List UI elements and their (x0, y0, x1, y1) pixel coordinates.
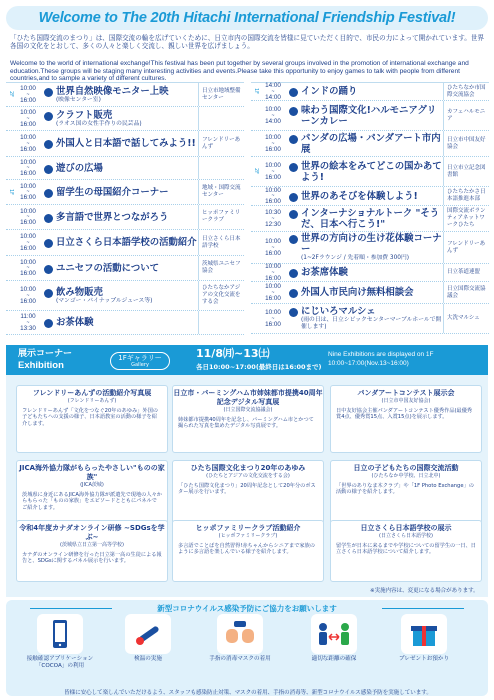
exhibition-card (16, 520, 168, 582)
time-range (261, 283, 285, 302)
schedule-row (6, 205, 244, 230)
event-title-text: にじいろマルシェ (301, 306, 376, 317)
event-title (56, 287, 152, 305)
covid-item-label: プレゼントお預かり (398, 656, 450, 662)
exhibition-card (172, 520, 324, 582)
time-range (16, 259, 40, 278)
event-body (40, 237, 198, 248)
intro-japanese: 「ひたち国際交流のまつり」は、国際交流の輪を広げていくために、日立市内の国際交流を皆様に見ていただく目的で、市民の力によって開かれています。世界各国の文化をとおして、多くの人々と楽しく交流し、親しい世界を広げましょう。 (10, 34, 485, 51)
bullet-icon (44, 289, 53, 298)
floor-label (6, 107, 16, 130)
event-organizer: 地域・国際交流センター (198, 180, 244, 204)
festival-banner (6, 6, 488, 30)
bullet-icon (44, 265, 53, 274)
event-title (301, 233, 443, 262)
floor-label (251, 264, 261, 281)
floor-label (6, 205, 16, 229)
time-dash: ~ (271, 140, 275, 147)
event-organizer: 日立国際交流協議会 (443, 282, 489, 303)
covid-item-label: 接触確認アプリケーション「COCOA」の利用 (26, 656, 94, 669)
event-organizer (198, 157, 244, 179)
event-title-text: 留学生の母国紹介コーナー (56, 186, 169, 198)
time-range (16, 159, 40, 178)
event-title-text: お茶席体験 (301, 267, 348, 278)
card-title: フレンドリーあんずの活動紹介写真展 (32, 389, 152, 397)
floor-label (251, 232, 261, 263)
event-title (56, 317, 94, 328)
bullet-icon (289, 163, 298, 172)
floor-label: 2F (253, 168, 259, 175)
event-title (56, 263, 159, 274)
exhibition-title (18, 349, 72, 371)
time-dash: ~ (26, 265, 30, 271)
bullet-icon (44, 165, 53, 174)
time-range (16, 85, 40, 104)
time-dash: ~ (271, 244, 275, 251)
smartphone-icon (37, 614, 83, 654)
start-time: 10:00 (265, 106, 281, 113)
event-title (301, 287, 414, 298)
covid-item-label: 手指の消毒マスクの着用 (209, 656, 271, 662)
event-title-text: お茶体験 (56, 317, 94, 328)
time-dash: ~ (26, 214, 30, 220)
start-time: 10:00 (20, 207, 36, 215)
event-body (40, 287, 198, 305)
event-title (56, 138, 196, 149)
start-time: 10:00 (20, 158, 36, 166)
bullet-icon (44, 214, 53, 223)
floor-label (6, 281, 16, 310)
event-title (301, 208, 443, 230)
bullet-icon (289, 308, 298, 317)
time-range (261, 134, 285, 153)
card-subtitle: (茨城県立日立第一高等学校) (60, 542, 124, 548)
covid-item-label: 検温の実施 (134, 656, 162, 662)
card-subtitle: (日立市中国友好協会) (381, 398, 431, 404)
time-dash: ~ (271, 112, 275, 119)
event-title-text: 世界自然映像モニター上映 (56, 85, 169, 97)
card-subtitle: (フレンドリーあんず) (67, 398, 117, 404)
exhibition-english (328, 350, 434, 368)
time-range (16, 208, 40, 227)
time-range (16, 233, 40, 252)
event-body (40, 86, 198, 104)
bullet-icon (289, 107, 298, 116)
event-body (40, 212, 198, 223)
floor-label (251, 304, 261, 333)
schedule-row (251, 83, 489, 101)
event-organizer: 日立市立記念図書館 (443, 157, 489, 186)
event-organizer: 日立市地域整備センター (198, 83, 244, 106)
banner-title: Welcome to The 20th Hitachi International Friendship Festival! (38, 10, 456, 26)
exhibition-card (172, 385, 324, 453)
card-description: 茨城県に身近にあるJICA海外協力隊が派遣先で現地の人々からもらった「ものの家族」をエピソードとともにパネルでご紹介します。 (22, 491, 162, 511)
end-time: 16:00 (20, 244, 36, 252)
end-time: 14:00 (265, 117, 281, 125)
start-time: 10:00 (20, 134, 36, 141)
schedule-row (6, 83, 244, 107)
schedule-row (251, 157, 489, 187)
event-title (56, 237, 197, 248)
event-title (56, 187, 169, 198)
gift-icon (401, 614, 447, 654)
schedule-row (6, 157, 244, 180)
bullet-icon (44, 88, 53, 97)
bullet-icon (289, 269, 298, 278)
time-range (261, 238, 285, 257)
covid-footer: 皆様に安心して楽しんでいただけるよう、スタッフも感染防止対策、マスクの着用、手指の消毒等、新型コロナウイルス感染予防を実施しています。 (64, 690, 432, 696)
event-body (285, 287, 443, 298)
event-body (285, 233, 443, 262)
event-title (301, 133, 443, 155)
event-organizer: フレンドリーあんず (198, 131, 244, 156)
event-title-text: 世界のあそびを体験しよう! (301, 190, 418, 202)
end-time: 16:00 (265, 173, 281, 181)
event-title (301, 306, 443, 331)
bullet-icon (289, 210, 298, 219)
event-body (40, 317, 198, 328)
time-range (261, 82, 285, 101)
end-time: 16:00 (265, 320, 281, 328)
schedule-row (6, 281, 244, 311)
exhibition-hours: 各日10:00~17:00(最終日は16:00まで) (196, 363, 322, 371)
event-title-text: 味わう国際文化!ハルモニアグリーンカレー (301, 104, 437, 127)
card-description: 「ひたち国際文化まつり」20周年記念として20年分のポスター展示を行います。 (178, 482, 316, 496)
card-subtitle: (ひたちなか中学校、日立北中) (371, 473, 441, 479)
event-body (285, 306, 443, 331)
event-body (40, 263, 198, 274)
time-dash: ~ (26, 239, 30, 246)
floor-label (6, 256, 16, 280)
time-range (16, 183, 40, 202)
time-dash: ~ (26, 115, 30, 122)
event-organizer: 茨城県ユニセフ協会 (198, 256, 244, 280)
bullet-icon (44, 140, 53, 149)
bullet-icon (289, 289, 298, 298)
exhibition-card (330, 520, 482, 582)
card-description: 日中友好協会主催パンダアートコンテスト優秀作品(最優秀賞4点、優秀賞15点、入賞15点)を展示します。 (336, 407, 473, 421)
start-time: 10:00 (265, 162, 281, 169)
exhibition-card (330, 385, 482, 453)
card-title: 日立市・バーミングハム市姉妹都市提携40周年記念デジタル写真展 (173, 389, 323, 406)
start-time: 10:00 (265, 134, 281, 141)
end-time: 13:30 (20, 324, 36, 332)
covid-item-label: 適切な距離の確保 (311, 656, 357, 662)
time-range (261, 263, 285, 282)
exhibition-date: 11/8㈪~13㈯ (196, 347, 270, 360)
event-title (301, 267, 348, 278)
event-organizer: 日立さくら日本語学校 (198, 230, 244, 255)
card-title: 日立の子どもたちの国際交流活動 (353, 464, 459, 472)
event-subtitle: (マンゴー・パイナップルジュース等) (56, 297, 153, 304)
card-description: 留学生が日本に来るまでや学校についての留学生の一日、日立さくら日本語学校について紹介します。 (336, 542, 476, 556)
event-title-text: クラフト販売 (56, 109, 113, 121)
end-time: 16:00 (265, 198, 281, 205)
thermometer-icon (125, 614, 171, 654)
event-organizer: フレンドリーあんず (443, 232, 489, 263)
start-time: 10:00 (265, 186, 281, 194)
time-range (16, 286, 40, 305)
event-title-text: 飲み物販売 (56, 286, 103, 298)
event-title (56, 163, 103, 174)
start-time: 10:00 (265, 309, 281, 316)
start-time: 11:00 (20, 313, 36, 320)
exhibition-card (16, 460, 168, 524)
event-organizer: ひたちたかさ日本語推進本部 (443, 187, 489, 205)
event-body (40, 187, 198, 198)
end-time: 16:00 (20, 297, 36, 305)
event-title (301, 191, 418, 202)
exhibition-card (330, 460, 482, 524)
time-dash: ~ (26, 319, 30, 326)
event-title (301, 161, 443, 183)
schedule-row (6, 256, 244, 281)
gallery-label-en: Gallery (131, 362, 149, 368)
end-time: 12:30 (265, 220, 281, 228)
schedule-row (6, 230, 244, 256)
time-range (261, 162, 285, 181)
schedule-row (6, 107, 244, 131)
floor-label (6, 311, 16, 334)
event-title (56, 212, 168, 223)
covid-item-distance (294, 614, 374, 663)
schedule-row (251, 131, 489, 157)
schedule-row (251, 101, 489, 131)
card-title: 日立さくら日本語学校の展示 (360, 524, 452, 532)
event-title (56, 110, 142, 128)
end-time: 16:00 (20, 219, 36, 226)
start-time: 10:00 (265, 263, 281, 270)
schedule-right (251, 82, 489, 338)
schedule-row (251, 206, 489, 232)
event-body (285, 161, 443, 183)
event-title (301, 105, 443, 127)
time-dash: ~ (271, 269, 275, 276)
time-range (261, 309, 285, 328)
time-dash: ~ (271, 193, 275, 199)
event-body (40, 138, 198, 149)
time-dash: ~ (26, 189, 30, 195)
end-time: 16:00 (20, 170, 36, 177)
exhibition-english-line1: Nine Exhibitions are displayed on 1F (328, 351, 434, 358)
bullet-icon (44, 189, 53, 198)
floor-label (6, 230, 16, 255)
floor-label (6, 131, 16, 156)
event-body (285, 86, 443, 97)
event-body (285, 133, 443, 155)
event-organizer: 日立茶道連盟 (443, 264, 489, 281)
start-time: 10:30 (265, 209, 281, 216)
distance-icon (311, 614, 357, 654)
time-dash: ~ (26, 165, 30, 171)
event-body (40, 110, 198, 128)
bullet-icon (289, 235, 298, 244)
card-description: フレンドリーあんず「文化をつなぐ20年のあゆみ」外国の子どもたちへの支援の様子、日本語教室の活動の様子を紹介します。 (22, 407, 158, 427)
end-time: 16:00 (265, 274, 281, 282)
bullet-icon (289, 193, 298, 202)
schedule-row (6, 311, 244, 335)
event-title-text: 多言語で世界とつながろう (56, 211, 169, 223)
event-title-text: 外国人市民向け無料相談会 (301, 287, 414, 298)
card-description: カナダのオンライン研修を行った日立第一高の生徒による報告と、SDGsに関するパネル展示を行います。 (22, 551, 162, 565)
end-time: 16:00 (20, 145, 36, 153)
floor-label: 1F (253, 88, 259, 95)
event-title-text: 日立さくら日本語学校の活動紹介 (56, 237, 197, 248)
event-title-text: 外国人と日本語で話してみよう!! (56, 138, 196, 149)
time-range (16, 313, 40, 332)
exhibition-title-en: Exhibition (18, 360, 64, 371)
time-range (261, 187, 285, 206)
time-dash: ~ (26, 91, 30, 98)
start-time: 10:00 (265, 283, 281, 290)
event-title (301, 86, 357, 97)
time-dash: ~ (271, 215, 275, 222)
card-subtitle: (JICA茨城) (80, 482, 104, 488)
schedule-row (6, 131, 244, 157)
end-time: 16:00 (265, 249, 281, 257)
floor-label: 2F (8, 91, 14, 98)
event-organizer: 日立市中国友好協会 (443, 131, 489, 156)
card-title: パンダアートコンテスト展示会 (357, 389, 455, 397)
bullet-icon (44, 112, 53, 121)
exhibition-title-ja: 展示コーナー (18, 349, 73, 359)
event-body (285, 191, 443, 202)
exhibition-card (172, 460, 324, 524)
event-title-text: ユニセフの活動について (56, 262, 159, 274)
time-dash: ~ (271, 88, 275, 95)
bullet-icon (44, 239, 53, 248)
event-organizer (198, 107, 244, 130)
change-note: ※実施内容は、変更になる場合があります。 (370, 588, 479, 594)
event-organizer: 国際交流ボランティアネットワークひたち (443, 206, 489, 231)
event-title-text: 遊びの広場 (56, 162, 103, 174)
hand-wash-icon (217, 614, 263, 654)
event-organizer: ヒッポファミリークラブ (198, 205, 244, 229)
end-time: 16:00 (265, 294, 281, 302)
event-body (285, 208, 443, 230)
bullet-icon (289, 135, 298, 144)
event-organizer: ひたちなか市国際交流協会 (443, 83, 489, 100)
card-title: 令和4年度カナダオンライン研修 ~SDGsを学ぶ~ (19, 524, 165, 541)
card-subtitle: (日立国際交流協議会) (223, 407, 273, 413)
event-title (56, 86, 169, 104)
card-subtitle: (ひたちとアジアの文化交流をする会) (206, 473, 290, 479)
schedule-row (251, 232, 489, 264)
time-dash: ~ (271, 168, 275, 175)
start-time: 10:00 (20, 233, 36, 240)
end-time: 16:00 (265, 145, 281, 153)
time-range (261, 106, 285, 125)
card-title: ヒッポファミリークラブ活動紹介 (195, 524, 301, 532)
covid-item-temp (108, 614, 188, 663)
floor-label (251, 206, 261, 231)
floor-label (6, 157, 16, 179)
time-range (16, 134, 40, 153)
time-dash: ~ (26, 140, 30, 147)
event-title-text: インドの踊り (301, 86, 358, 97)
event-organizer: ひたちなかアジアの文化交流をする会 (198, 281, 244, 310)
event-title-text: 世界の絵本をみてどこの国かあてよう! (301, 160, 442, 183)
event-subtitle: (ラオス国の女性手作りの民芸品) (56, 120, 142, 127)
exhibition-card (16, 385, 168, 453)
start-time: 10:00 (20, 258, 36, 266)
event-organizer: 大洗マルシェ (443, 304, 489, 333)
intro-english: Welcome to the world of international exchange!This festival has been put together by several groups involved in the promotion of international exchange and education.These groups will be staging many interesting activities and events.Please take this opportunity to enjoy games to talk with people from different countries,and to sample a variety of different cultures. (10, 60, 469, 83)
floor-label (251, 187, 261, 205)
event-subtitle: (1~2Fラウンジ / 先着順・参加費 300円) (301, 255, 410, 261)
event-body (285, 267, 443, 278)
event-body (285, 105, 443, 127)
card-description: 姉妹都市提携40周年を記念し、バーミングハム市とかつて撮られた写真を集めたデジタル写真展です。 (178, 416, 314, 430)
time-range (261, 209, 285, 228)
event-organizer (198, 311, 244, 334)
floor-label (251, 101, 261, 130)
schedule-row (251, 282, 489, 304)
start-time: 10:00 (20, 286, 36, 293)
event-title-text: 世界の方向けの生け花体験コーナー (301, 233, 442, 255)
card-description: 多言語でことばを自然習得!赤ちゃんからシニアまで家族のように多言語を楽しんでいる様子を紹介します。 (178, 542, 315, 556)
event-subtitle: (映像センター室) (56, 96, 101, 103)
schedule-row (251, 187, 489, 206)
event-subtitle: (雨の日は、日立シビックセンターマーブルホールで開催します) (301, 317, 442, 330)
covid-item-app (20, 614, 100, 670)
schedule-row (6, 180, 244, 205)
time-dash: ~ (271, 315, 275, 322)
floor-label: 1F (8, 188, 14, 196)
exhibition-english-line2: 10:00~17:00(Nov.13~16:00) (328, 360, 409, 367)
covid-item-gift (384, 614, 464, 663)
end-time: 14:00 (265, 93, 281, 101)
card-description: 「世界のありなま木クラブ」や「1F Photo Exchange」の活動の様子を紹介します。 (336, 482, 474, 496)
schedule-row (251, 304, 489, 334)
covid-title: 新型コロナウイルス感染予防にご協力をお願いします (157, 604, 337, 613)
event-title-text: パンダの広場・パンダアート市内展 (301, 132, 441, 155)
start-time: 10:00 (265, 238, 281, 245)
card-title: JICA海外協力隊がもらったやさしい"ものの家族" (19, 464, 165, 481)
floor-label (251, 131, 261, 156)
time-dash: ~ (26, 292, 30, 299)
event-body (40, 163, 198, 174)
bullet-icon (289, 88, 298, 97)
schedule-left (6, 82, 244, 338)
start-time: 10:00 (20, 85, 36, 92)
schedule-row (251, 264, 489, 282)
bullet-icon (44, 319, 53, 328)
end-time: 16:00 (20, 96, 36, 104)
end-time: 16:00 (20, 270, 36, 277)
floor-label (251, 282, 261, 303)
time-dash: ~ (271, 289, 275, 296)
gallery-badge (110, 352, 170, 370)
card-title: ひたち国際文化まつり20年のあゆみ (190, 464, 306, 472)
start-time: 10:00 (20, 109, 36, 116)
time-range (16, 109, 40, 128)
covid-item-hands (200, 614, 280, 663)
end-time: 16:00 (20, 194, 36, 201)
card-subtitle: (ヒッポファミリークラブ) (218, 533, 278, 539)
card-subtitle: (日立さくら日本語学校) (379, 533, 433, 539)
end-time: 16:00 (20, 120, 36, 128)
event-organizer: カフェハルモニア (443, 101, 489, 130)
event-title-text: インターナショナルトーク "そうだ、日本へ行こう!" (301, 207, 440, 230)
start-time: 10:00 (20, 182, 36, 190)
start-time: 14:00 (265, 82, 281, 89)
gallery-label: 1Fギャラリー (118, 354, 162, 362)
